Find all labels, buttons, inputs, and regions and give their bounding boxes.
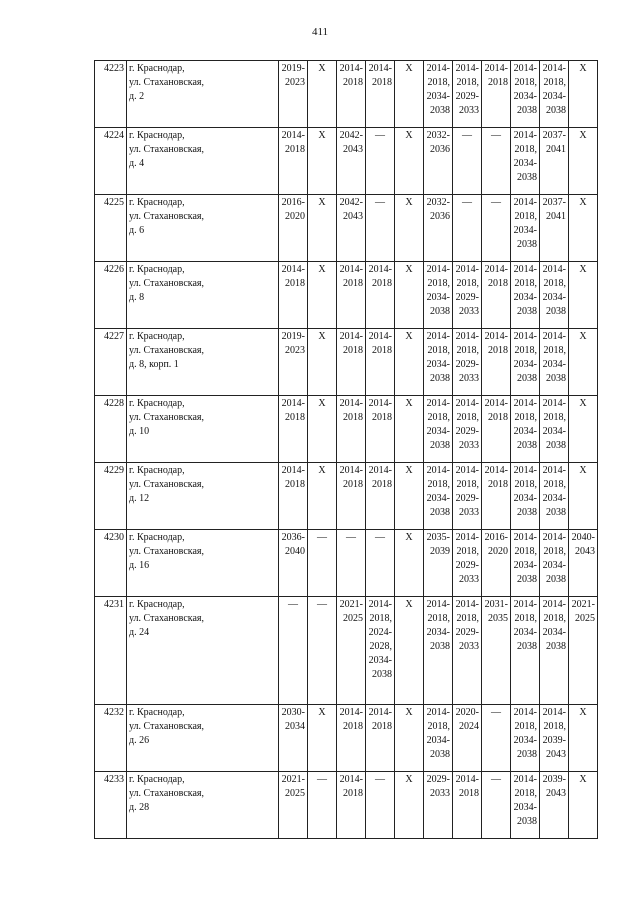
- row-number: 4228: [95, 396, 127, 463]
- period-cell: 2014- 2018: [482, 463, 511, 530]
- period-cell: X: [395, 396, 424, 463]
- address-cell: г. Краснодар, ул. Стахановская, д. 12: [127, 463, 279, 530]
- period-cell: 2014- 2018, 2034- 2038: [511, 396, 540, 463]
- period-cell: 2014- 2018, 2029- 2033: [453, 329, 482, 396]
- period-cell: 2014- 2018, 2034- 2038: [424, 463, 453, 530]
- period-cell: 2014- 2018, 2034- 2038: [511, 772, 540, 839]
- period-cell: —: [453, 128, 482, 195]
- period-cell: 2014- 2018, 2034- 2038: [424, 597, 453, 705]
- period-cell: 2019- 2023: [279, 61, 308, 128]
- period-cell: X: [569, 772, 598, 839]
- row-number: 4225: [95, 195, 127, 262]
- period-cell: 2014- 2018, 2034- 2038: [511, 705, 540, 772]
- row-number: 4233: [95, 772, 127, 839]
- period-cell: 2014- 2018, 2034- 2038: [511, 262, 540, 329]
- period-cell: 2014- 2018, 2034- 2038: [540, 463, 569, 530]
- table-row: [95, 530, 598, 597]
- period-cell: X: [395, 262, 424, 329]
- register-table: [94, 60, 598, 839]
- page-number: 411: [311, 26, 329, 38]
- address-cell: г. Краснодар, ул. Стахановская, д. 8, корп. 1: [127, 329, 279, 396]
- period-cell: X: [569, 61, 598, 128]
- period-cell: 2014- 2018: [337, 61, 366, 128]
- address-cell: г. Краснодар, ул. Стахановская, д. 6: [127, 195, 279, 262]
- address-cell: г. Краснодар, ул. Стахановская, д. 10: [127, 396, 279, 463]
- period-cell: 2020- 2024: [453, 705, 482, 772]
- period-cell: 2014- 2018: [366, 329, 395, 396]
- period-cell: X: [395, 463, 424, 530]
- period-cell: X: [395, 61, 424, 128]
- period-cell: 2014- 2018: [366, 463, 395, 530]
- period-cell: 2040- 2043: [569, 530, 598, 597]
- period-cell: —: [482, 128, 511, 195]
- period-cell: 2032- 2036: [424, 128, 453, 195]
- table-row: [95, 195, 598, 262]
- period-cell: —: [279, 597, 308, 705]
- period-cell: 2014- 2018, 2034- 2038: [424, 396, 453, 463]
- period-cell: 2037- 2041: [540, 195, 569, 262]
- period-cell: 2029- 2033: [424, 772, 453, 839]
- table-row: [95, 772, 598, 839]
- period-cell: —: [366, 772, 395, 839]
- period-cell: —: [308, 772, 337, 839]
- period-cell: 2014- 2018, 2034- 2038: [424, 705, 453, 772]
- address-cell: г. Краснодар, ул. Стахановская, д. 26: [127, 705, 279, 772]
- period-cell: 2014- 2018, 2034- 2038: [511, 195, 540, 262]
- period-cell: X: [569, 195, 598, 262]
- period-cell: —: [308, 530, 337, 597]
- address-cell: г. Краснодар, ул. Стахановская, д. 28: [127, 772, 279, 839]
- period-cell: 2014- 2018: [337, 262, 366, 329]
- period-cell: 2014- 2018, 2034- 2038: [511, 329, 540, 396]
- period-cell: 2014- 2018: [279, 396, 308, 463]
- period-cell: X: [569, 128, 598, 195]
- period-cell: 2014- 2018, 2034- 2038: [424, 61, 453, 128]
- period-cell: 2042- 2043: [337, 128, 366, 195]
- row-number: 4226: [95, 262, 127, 329]
- period-cell: 2032- 2036: [424, 195, 453, 262]
- period-cell: —: [308, 597, 337, 705]
- period-cell: X: [395, 329, 424, 396]
- period-cell: 2014- 2018, 2034- 2038: [540, 597, 569, 705]
- table-row: [95, 463, 598, 530]
- period-cell: X: [308, 329, 337, 396]
- table-row: [95, 61, 598, 128]
- period-cell: 2014- 2018, 2034- 2038: [511, 61, 540, 128]
- address-cell: г. Краснодар, ул. Стахановская, д. 2: [127, 61, 279, 128]
- period-cell: 2014- 2018: [279, 262, 308, 329]
- table-row: [95, 705, 598, 772]
- period-cell: X: [569, 262, 598, 329]
- period-cell: 2014- 2018, 2034- 2038: [540, 262, 569, 329]
- period-cell: 2014- 2018, 2029- 2033: [453, 396, 482, 463]
- period-cell: 2014- 2018, 2034- 2038: [511, 597, 540, 705]
- period-cell: X: [569, 396, 598, 463]
- period-cell: 2030- 2034: [279, 705, 308, 772]
- address-cell: г. Краснодар, ул. Стахановская, д. 24: [127, 597, 279, 705]
- period-cell: 2016- 2020: [279, 195, 308, 262]
- period-cell: —: [482, 772, 511, 839]
- period-cell: 2014- 2018: [337, 463, 366, 530]
- period-cell: 2014- 2018: [482, 329, 511, 396]
- period-cell: 2021- 2025: [569, 597, 598, 705]
- period-cell: 2021- 2025: [337, 597, 366, 705]
- period-cell: —: [453, 195, 482, 262]
- row-number: 4231: [95, 597, 127, 705]
- period-cell: X: [395, 195, 424, 262]
- period-cell: 2014- 2018: [366, 396, 395, 463]
- period-cell: 2014- 2018: [366, 61, 395, 128]
- period-cell: 2014- 2018, 2034- 2038: [540, 396, 569, 463]
- period-cell: X: [308, 61, 337, 128]
- period-cell: X: [395, 597, 424, 705]
- row-number: 4223: [95, 61, 127, 128]
- period-cell: 2014- 2018, 2034- 2038: [540, 329, 569, 396]
- period-cell: 2039- 2043: [540, 772, 569, 839]
- period-cell: 2014- 2018, 2034- 2038: [424, 262, 453, 329]
- row-number: 4224: [95, 128, 127, 195]
- period-cell: —: [337, 530, 366, 597]
- period-cell: X: [308, 262, 337, 329]
- period-cell: 2037- 2041: [540, 128, 569, 195]
- period-cell: 2035- 2039: [424, 530, 453, 597]
- period-cell: 2014- 2018, 2029- 2033: [453, 61, 482, 128]
- period-cell: 2014- 2018, 2034- 2038: [424, 329, 453, 396]
- address-cell: г. Краснодар, ул. Стахановская, д. 4: [127, 128, 279, 195]
- period-cell: 2014- 2018: [482, 262, 511, 329]
- period-cell: 2014- 2018: [453, 772, 482, 839]
- period-cell: X: [569, 329, 598, 396]
- period-cell: X: [308, 463, 337, 530]
- address-cell: г. Краснодар, ул. Стахановская, д. 8: [127, 262, 279, 329]
- address-cell: г. Краснодар, ул. Стахановская, д. 16: [127, 530, 279, 597]
- period-cell: X: [308, 705, 337, 772]
- period-cell: X: [395, 128, 424, 195]
- period-cell: 2014- 2018: [366, 705, 395, 772]
- table-row: [95, 396, 598, 463]
- table-row: [95, 329, 598, 396]
- period-cell: —: [366, 530, 395, 597]
- period-cell: 2014- 2018, 2034- 2038: [511, 128, 540, 195]
- period-cell: 2014- 2018, 2034- 2038: [511, 530, 540, 597]
- table-row: [95, 597, 598, 705]
- period-cell: 2014- 2018: [279, 128, 308, 195]
- table-body: [95, 61, 598, 839]
- period-cell: 2014- 2018: [482, 396, 511, 463]
- period-cell: 2014- 2018, 2034- 2038: [540, 530, 569, 597]
- period-cell: 2036- 2040: [279, 530, 308, 597]
- period-cell: X: [308, 195, 337, 262]
- period-cell: —: [482, 195, 511, 262]
- row-number: 4227: [95, 329, 127, 396]
- period-cell: 2014- 2018: [337, 329, 366, 396]
- period-cell: 2019- 2023: [279, 329, 308, 396]
- period-cell: —: [366, 128, 395, 195]
- table-row: [95, 262, 598, 329]
- row-number: 4230: [95, 530, 127, 597]
- period-cell: X: [395, 530, 424, 597]
- period-cell: 2042- 2043: [337, 195, 366, 262]
- period-cell: 2014- 2018: [337, 772, 366, 839]
- period-cell: 2014- 2018, 2024- 2028, 2034- 2038: [366, 597, 395, 705]
- period-cell: X: [395, 705, 424, 772]
- period-cell: 2014- 2018: [482, 61, 511, 128]
- table-row: [95, 128, 598, 195]
- row-number: 4229: [95, 463, 127, 530]
- period-cell: 2014- 2018: [337, 396, 366, 463]
- period-cell: 2014- 2018: [279, 463, 308, 530]
- period-cell: 2016- 2020: [482, 530, 511, 597]
- period-cell: 2014- 2018, 2029- 2033: [453, 463, 482, 530]
- period-cell: 2014- 2018, 2034- 2038: [511, 463, 540, 530]
- period-cell: X: [569, 463, 598, 530]
- period-cell: 2014- 2018, 2039- 2043: [540, 705, 569, 772]
- period-cell: 2014- 2018, 2029- 2033: [453, 262, 482, 329]
- period-cell: 2014- 2018: [337, 705, 366, 772]
- period-cell: 2014- 2018: [366, 262, 395, 329]
- period-cell: 2014- 2018, 2034- 2038: [540, 61, 569, 128]
- period-cell: X: [308, 396, 337, 463]
- period-cell: 2031- 2035: [482, 597, 511, 705]
- period-cell: X: [308, 128, 337, 195]
- period-cell: X: [395, 772, 424, 839]
- period-cell: 2021- 2025: [279, 772, 308, 839]
- period-cell: 2014- 2018, 2029- 2033: [453, 597, 482, 705]
- period-cell: —: [482, 705, 511, 772]
- period-cell: 2014- 2018, 2029- 2033: [453, 530, 482, 597]
- period-cell: X: [569, 705, 598, 772]
- row-number: 4232: [95, 705, 127, 772]
- period-cell: —: [366, 195, 395, 262]
